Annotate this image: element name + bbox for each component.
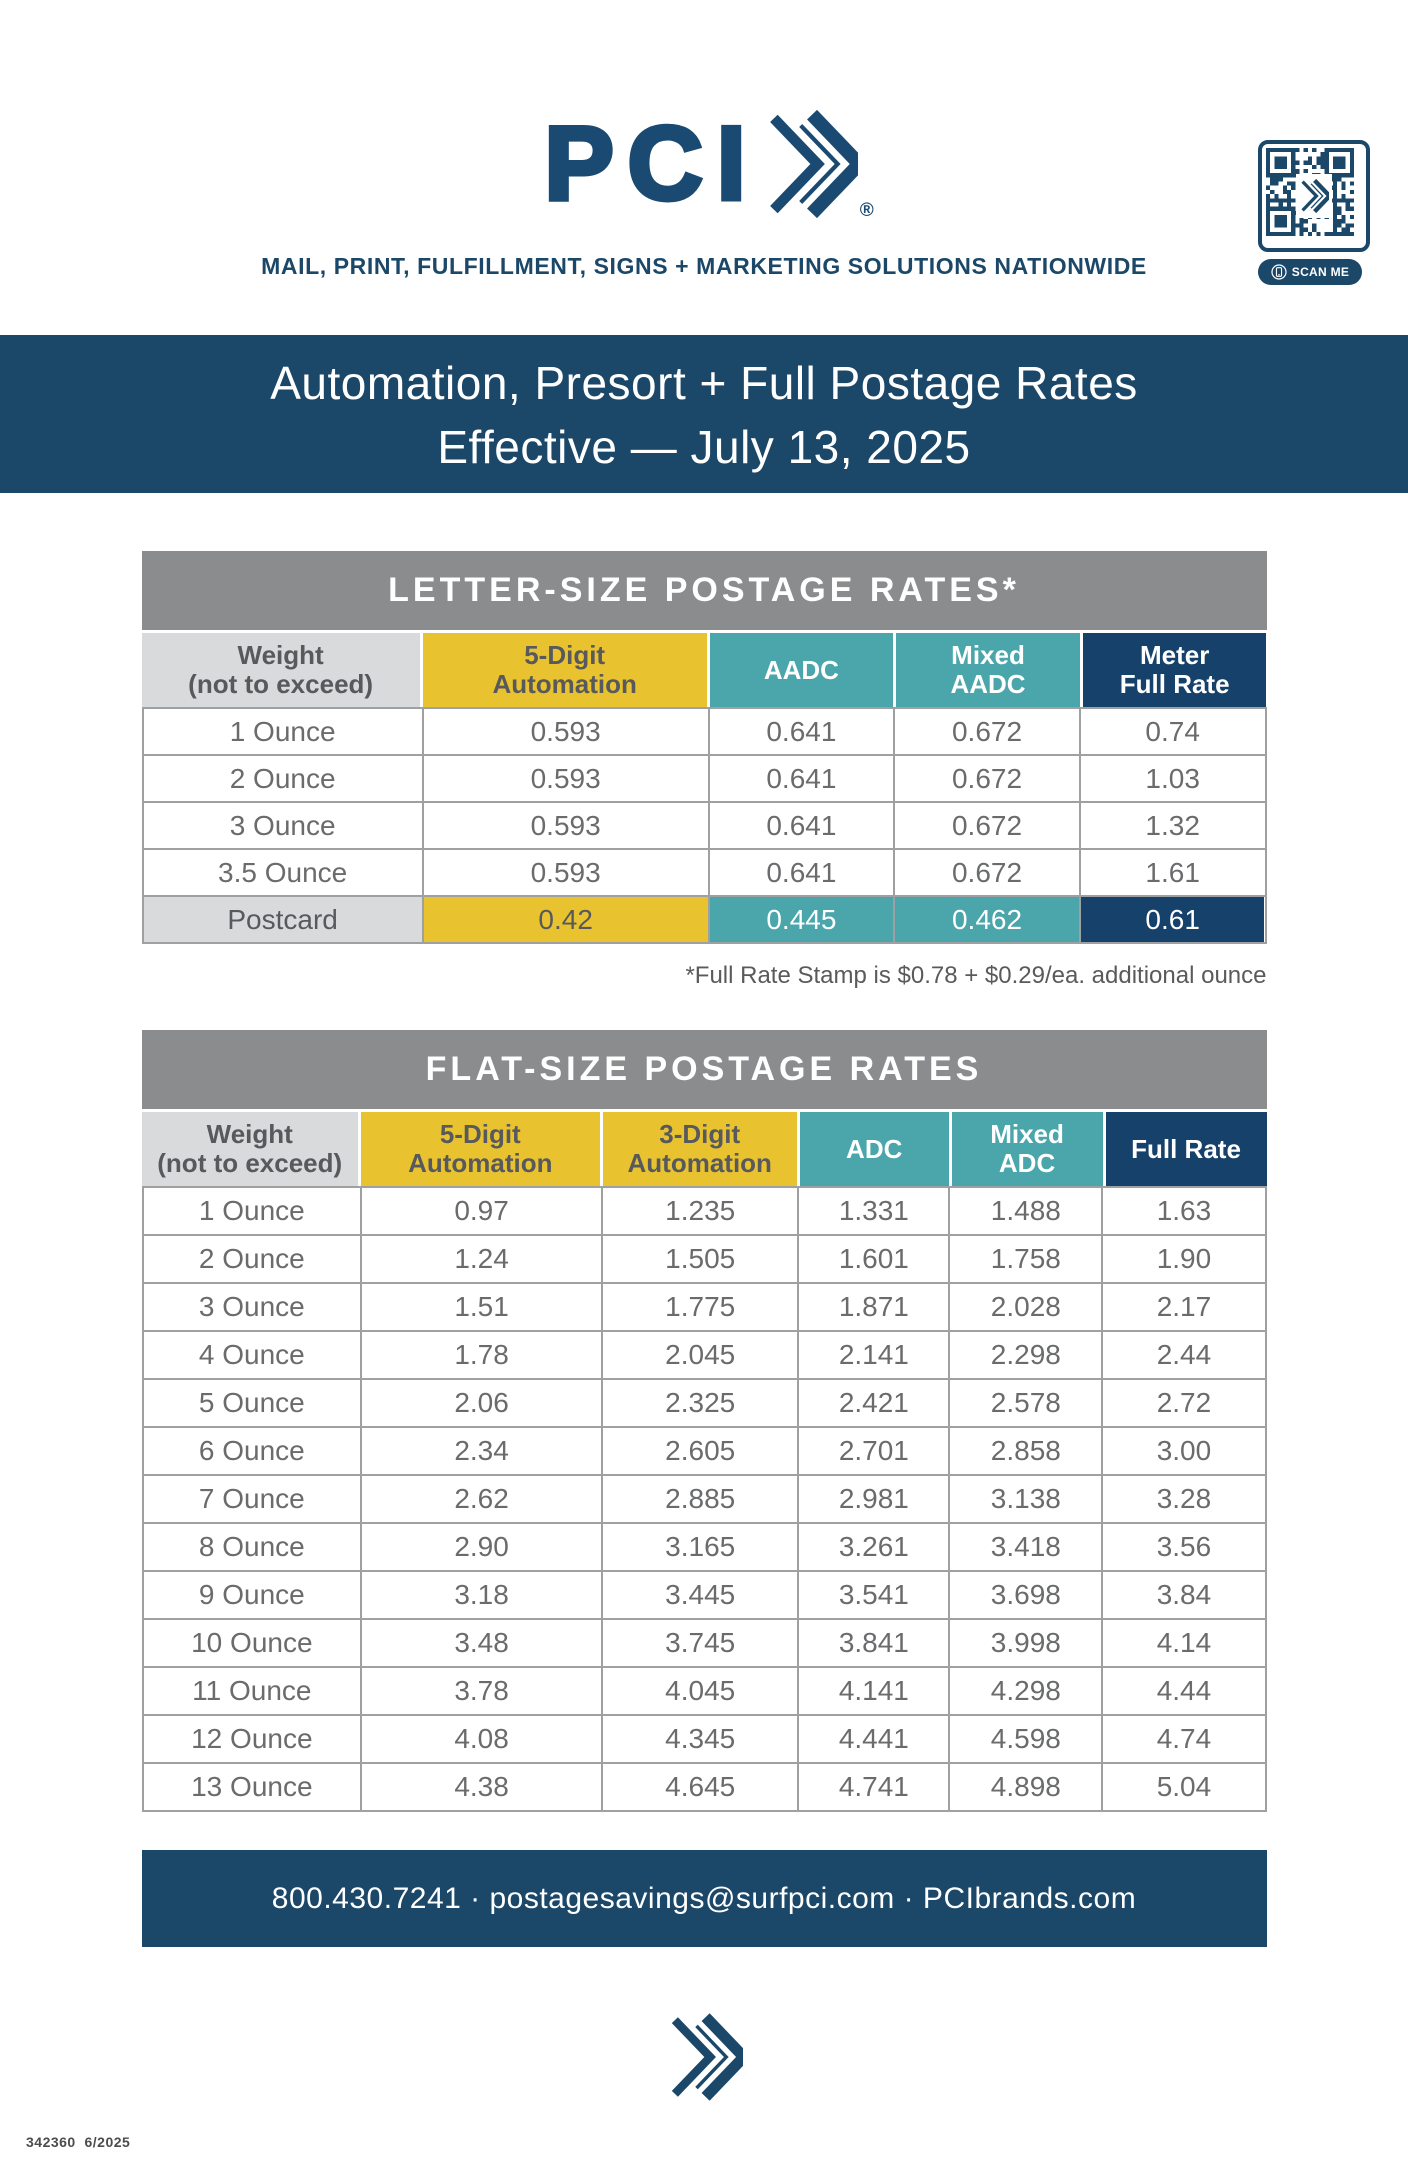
rate-cell: 1.775 bbox=[601, 1284, 797, 1330]
scan-me-badge bbox=[1258, 259, 1362, 285]
rate-cell: 3.165 bbox=[601, 1524, 797, 1570]
rate-cell: 3.18 bbox=[360, 1572, 601, 1618]
rate-cell: 0.593 bbox=[422, 709, 708, 754]
rate-cell: 0.672 bbox=[893, 709, 1079, 754]
rate-cell: 2.578 bbox=[948, 1380, 1101, 1426]
rate-cell: 1.871 bbox=[797, 1284, 948, 1330]
rate-cell: 2.298 bbox=[948, 1332, 1101, 1378]
rate-cell: 1.51 bbox=[360, 1284, 601, 1330]
table-row bbox=[144, 895, 1265, 942]
rate-cell: 4.898 bbox=[948, 1764, 1101, 1810]
weight-cell: 1 Ounce bbox=[144, 709, 422, 754]
weight-cell: 13 Ounce bbox=[144, 1764, 361, 1810]
rate-cell: 1.505 bbox=[601, 1236, 797, 1282]
rate-cell: 3.28 bbox=[1101, 1476, 1264, 1522]
rate-cell: 1.758 bbox=[948, 1236, 1101, 1282]
flat-rates-table bbox=[142, 1030, 1267, 1812]
table-row bbox=[144, 1618, 1265, 1666]
rate-cell: 1.235 bbox=[601, 1188, 797, 1234]
rate-cell: 4.441 bbox=[797, 1716, 948, 1762]
table-row bbox=[144, 1188, 1265, 1234]
rate-cell: 1.90 bbox=[1101, 1236, 1264, 1282]
weight-cell: 12 Ounce bbox=[144, 1716, 361, 1762]
rate-cell: 2.90 bbox=[360, 1524, 601, 1570]
rate-cell: 4.38 bbox=[360, 1764, 601, 1810]
column-header: Mixed ADC bbox=[952, 1112, 1103, 1186]
rate-cell: 3.48 bbox=[360, 1620, 601, 1666]
rate-cell: 1.24 bbox=[360, 1236, 601, 1282]
rate-cell: 2.62 bbox=[360, 1476, 601, 1522]
rate-cell: 2.981 bbox=[797, 1476, 948, 1522]
rate-cell: 4.645 bbox=[601, 1764, 797, 1810]
table-row bbox=[144, 1570, 1265, 1618]
rate-cell: 0.641 bbox=[708, 803, 894, 848]
flat-table-body bbox=[142, 1186, 1267, 1812]
weight-cell: 1 Ounce bbox=[144, 1188, 361, 1234]
rate-cell: 0.74 bbox=[1079, 709, 1265, 754]
table-row bbox=[144, 1330, 1265, 1378]
rate-cell: 2.028 bbox=[948, 1284, 1101, 1330]
table-row bbox=[144, 1234, 1265, 1282]
table-row bbox=[144, 1522, 1265, 1570]
rate-cell: 4.44 bbox=[1101, 1668, 1264, 1714]
rate-cell: 0.97 bbox=[360, 1188, 601, 1234]
rate-cell: 3.56 bbox=[1101, 1524, 1264, 1570]
rate-cell: 1.61 bbox=[1079, 850, 1265, 895]
qr-block bbox=[1258, 140, 1362, 285]
rate-cell: 0.672 bbox=[893, 756, 1079, 801]
chevron-logo-icon bbox=[665, 2011, 743, 2103]
rate-cell: 4.08 bbox=[360, 1716, 601, 1762]
rate-cell: 1.32 bbox=[1079, 803, 1265, 848]
rate-cell: 4.741 bbox=[797, 1764, 948, 1810]
rate-cell: 3.445 bbox=[601, 1572, 797, 1618]
letter-table-header bbox=[142, 633, 1267, 707]
weight-cell: 7 Ounce bbox=[144, 1476, 361, 1522]
rate-cell: 2.06 bbox=[360, 1380, 601, 1426]
weight-cell: Postcard bbox=[144, 897, 422, 942]
rate-cell: 3.00 bbox=[1101, 1428, 1264, 1474]
rate-cell: 3.138 bbox=[948, 1476, 1101, 1522]
table-row bbox=[144, 1426, 1265, 1474]
scan-me-label: SCAN ME bbox=[1291, 265, 1350, 279]
weight-cell: 10 Ounce bbox=[144, 1620, 361, 1666]
weight-cell: 4 Ounce bbox=[144, 1332, 361, 1378]
rate-cell: 4.045 bbox=[601, 1668, 797, 1714]
rate-cell: 0.462 bbox=[893, 897, 1079, 942]
table-row bbox=[144, 709, 1265, 754]
letter-table-title: LETTER-SIZE POSTAGE RATES* bbox=[142, 551, 1267, 630]
rate-cell: 3.418 bbox=[948, 1524, 1101, 1570]
rate-cell: 0.42 bbox=[422, 897, 708, 942]
table-row bbox=[144, 754, 1265, 801]
column-header: 3-Digit Automation bbox=[603, 1112, 797, 1186]
rate-cell: 0.672 bbox=[893, 803, 1079, 848]
doc-code: 342360 6/2025 bbox=[26, 2134, 131, 2150]
contact-bar: 800.430.7241 · postagesavings@surfpci.com · PCIbrands.com bbox=[142, 1850, 1267, 1947]
registered-trademark: ® bbox=[859, 200, 874, 221]
column-header: AADC bbox=[710, 633, 894, 707]
rate-cell: 2.34 bbox=[360, 1428, 601, 1474]
column-header: Mixed AADC bbox=[896, 633, 1080, 707]
weight-cell: 3 Ounce bbox=[144, 1284, 361, 1330]
rate-cell: 5.04 bbox=[1101, 1764, 1264, 1810]
rate-cell: 0.641 bbox=[708, 709, 894, 754]
rate-cell: 2.141 bbox=[797, 1332, 948, 1378]
weight-cell: 6 Ounce bbox=[144, 1428, 361, 1474]
rate-cell: 0.445 bbox=[708, 897, 894, 942]
table-row bbox=[144, 1378, 1265, 1426]
qr-code bbox=[1258, 140, 1370, 252]
title-banner bbox=[0, 335, 1408, 493]
weight-cell: 2 Ounce bbox=[144, 756, 422, 801]
rate-cell: 3.841 bbox=[797, 1620, 948, 1666]
column-header: Full Rate bbox=[1106, 1112, 1267, 1186]
rate-cell: 3.541 bbox=[797, 1572, 948, 1618]
rate-cell: 4.598 bbox=[948, 1716, 1101, 1762]
rate-cell: 2.858 bbox=[948, 1428, 1101, 1474]
phone-icon bbox=[1271, 264, 1287, 280]
weight-cell: 3 Ounce bbox=[144, 803, 422, 848]
bottom-chevron bbox=[0, 2011, 1408, 2103]
rate-cell: 4.345 bbox=[601, 1716, 797, 1762]
rate-cell: 0.593 bbox=[422, 756, 708, 801]
table-row bbox=[144, 1714, 1265, 1762]
rate-cell: 2.701 bbox=[797, 1428, 948, 1474]
banner-line2: Effective — July 13, 2025 bbox=[437, 421, 971, 473]
rate-cell: 3.78 bbox=[360, 1668, 601, 1714]
table-row bbox=[144, 801, 1265, 848]
weight-cell: 5 Ounce bbox=[144, 1380, 361, 1426]
rate-cell: 2.421 bbox=[797, 1380, 948, 1426]
rate-cell: 1.331 bbox=[797, 1188, 948, 1234]
rate-cell: 3.745 bbox=[601, 1620, 797, 1666]
pci-logo bbox=[0, 98, 1408, 230]
rate-cell: 2.605 bbox=[601, 1428, 797, 1474]
rate-cell: 2.045 bbox=[601, 1332, 797, 1378]
chevron-logo-icon bbox=[762, 107, 858, 221]
banner-line1: Automation, Presort + Full Postage Rates bbox=[270, 357, 1138, 409]
footnote: *Full Rate Stamp is $0.78 + $0.29/ea. additional ounce bbox=[685, 962, 1267, 989]
tagline: MAIL, PRINT, FULFILLMENT, SIGNS + MARKETING SOLUTIONS NATIONWIDE bbox=[261, 253, 1147, 279]
weight-cell: 2 Ounce bbox=[144, 1236, 361, 1282]
column-header: Meter Full Rate bbox=[1083, 633, 1267, 707]
rate-cell: 4.298 bbox=[948, 1668, 1101, 1714]
flat-table-title: FLAT-SIZE POSTAGE RATES bbox=[142, 1030, 1267, 1109]
rate-cell: 0.641 bbox=[708, 850, 894, 895]
weight-cell: 3.5 Ounce bbox=[144, 850, 422, 895]
rate-cell: 0.593 bbox=[422, 803, 708, 848]
rate-cell: 4.141 bbox=[797, 1668, 948, 1714]
table-row bbox=[144, 848, 1265, 895]
rate-cell: 1.78 bbox=[360, 1332, 601, 1378]
weight-cell: 8 Ounce bbox=[144, 1524, 361, 1570]
rate-cell: 4.14 bbox=[1101, 1620, 1264, 1666]
column-header: Weight (not to exceed) bbox=[142, 633, 420, 707]
rate-cell: 2.44 bbox=[1101, 1332, 1264, 1378]
rate-cell: 2.17 bbox=[1101, 1284, 1264, 1330]
table-row bbox=[144, 1474, 1265, 1522]
pci-logo-text: PCI bbox=[544, 106, 760, 222]
column-header: 5-Digit Automation bbox=[423, 633, 707, 707]
column-header: 5-Digit Automation bbox=[361, 1112, 600, 1186]
rate-cell: 1.03 bbox=[1079, 756, 1265, 801]
rate-cell: 1.488 bbox=[948, 1188, 1101, 1234]
rate-cell: 3.84 bbox=[1101, 1572, 1264, 1618]
table-row bbox=[144, 1762, 1265, 1810]
rate-cell: 2.72 bbox=[1101, 1380, 1264, 1426]
table-row bbox=[144, 1666, 1265, 1714]
rate-cell: 0.61 bbox=[1079, 897, 1265, 942]
rate-cell: 3.998 bbox=[948, 1620, 1101, 1666]
rate-cell: 3.261 bbox=[797, 1524, 948, 1570]
rate-cell: 2.325 bbox=[601, 1380, 797, 1426]
table-row bbox=[144, 1282, 1265, 1330]
letter-rates-table bbox=[142, 551, 1267, 944]
column-header: ADC bbox=[800, 1112, 949, 1186]
rate-cell: 1.601 bbox=[797, 1236, 948, 1282]
rate-cell: 0.593 bbox=[422, 850, 708, 895]
weight-cell: 11 Ounce bbox=[144, 1668, 361, 1714]
rate-cell: 1.63 bbox=[1101, 1188, 1264, 1234]
rate-cell: 2.885 bbox=[601, 1476, 797, 1522]
rate-cell: 0.641 bbox=[708, 756, 894, 801]
masthead bbox=[0, 0, 1408, 280]
chevron-icon bbox=[1296, 174, 1332, 218]
weight-cell: 9 Ounce bbox=[144, 1572, 361, 1618]
rate-cell: 3.698 bbox=[948, 1572, 1101, 1618]
flat-table-header bbox=[142, 1112, 1267, 1186]
rate-cell: 0.672 bbox=[893, 850, 1079, 895]
column-header: Weight (not to exceed) bbox=[142, 1112, 358, 1186]
letter-table-body bbox=[142, 707, 1267, 944]
rate-cell: 4.74 bbox=[1101, 1716, 1264, 1762]
